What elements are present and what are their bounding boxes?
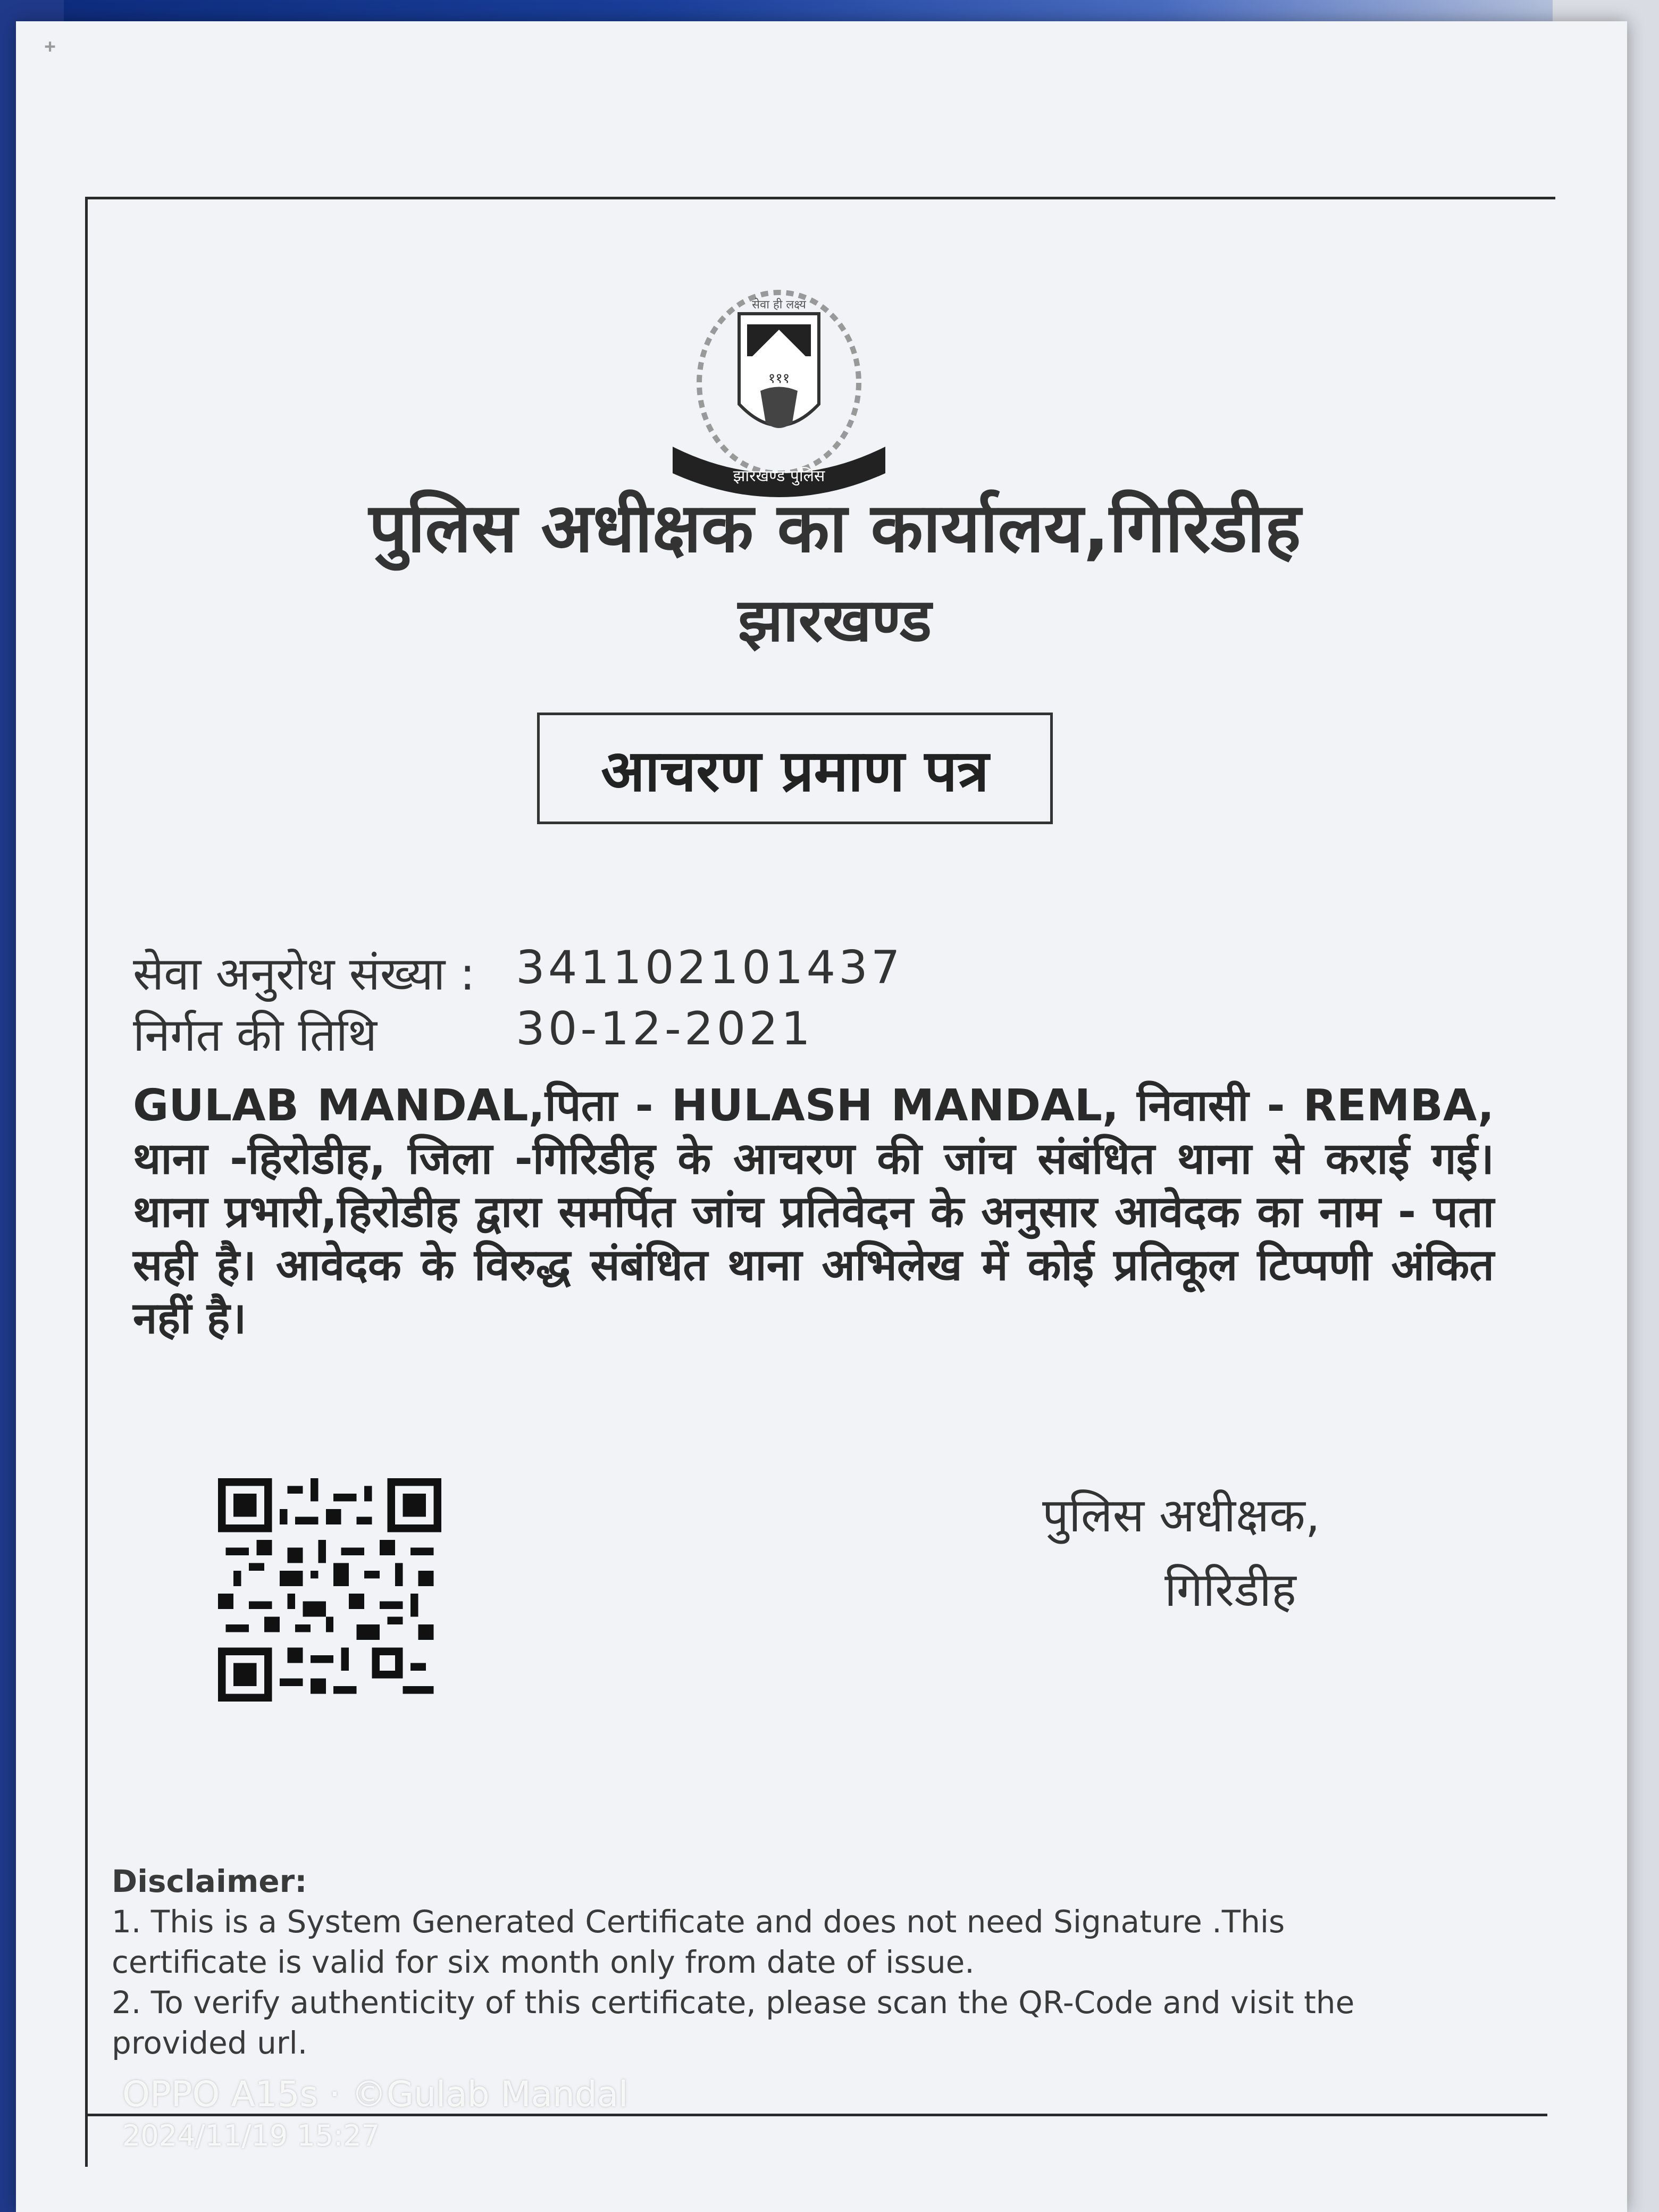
issue-date-label: निर्गत की तिथि [133,1009,377,1062]
disclaimer-item-2: 2. To verify authenticity of this certificate, please scan the QR-Code and visit the provided url. [112,1984,1355,2061]
signatory-title: पुलिस अधीक्षक, [1042,1488,1320,1543]
svg-text:सेवा ही लक्ष्य: सेवा ही लक्ष्य [752,298,806,312]
svg-text:झारखण्ड पुलिस: झारखण्ड पुलिस [733,467,825,485]
office-title: पुलिस अधीक्षक का कार्यालय,गिरिडीह [368,489,1301,568]
disclaimer-heading: Disclaimer: [112,1863,307,1899]
disclaimer-item-1: 1. This is a System Generated Certificate and does not need Signature .This certificate is valid for six month only from date of issue. [112,1904,1285,1980]
camera-watermark: OPPO A15s · ©Gulab Mandal [122,2074,629,2115]
corner-mark: ᐩ [43,32,57,76]
disclaimer [112,1861,1441,2063]
service-request-row [133,941,903,1003]
svg-text:१११: १११ [768,371,790,387]
camera-timestamp: 2024/11/19 15:27 [122,2119,380,2152]
issue-date-value: 30-12-2021 [516,1002,814,1055]
police-emblem-logo [651,276,907,510]
service-request-label: सेवा अनुरोध संख्या : [133,948,475,1001]
certificate-title-box [537,713,1053,824]
qr-code[interactable] [218,1478,441,1702]
service-request-value: 341102101437 [516,941,903,994]
issue-date-row [133,1002,814,1065]
certificate-title: आचरण प्रमाण पत्र [601,738,989,805]
certificate-body-paragraph: GULAB MANDAL,पिता - HULASH MANDAL, निवासी - REMBA, थाना -हिरोडीह, जिला -गिरिडीह के आचरण की जांच संबंधित थाना से कराई गई। थाना प्रभारी,हिरोडीह द्वारा समर्पित जांच प्रतिवेदन के अनुसार आवेदक का नाम - पता सही है। आवेदक के विरुद्ध संबंधित थाना अभिलेख में कोई प्रतिकूल टिप्पणी अंकित नहीं है। [133,1080,1494,1344]
signature-block [1042,1478,1320,1627]
signatory-place: गिरिडीह [1164,1562,1296,1617]
state-title: झारखण्ड [738,586,932,655]
